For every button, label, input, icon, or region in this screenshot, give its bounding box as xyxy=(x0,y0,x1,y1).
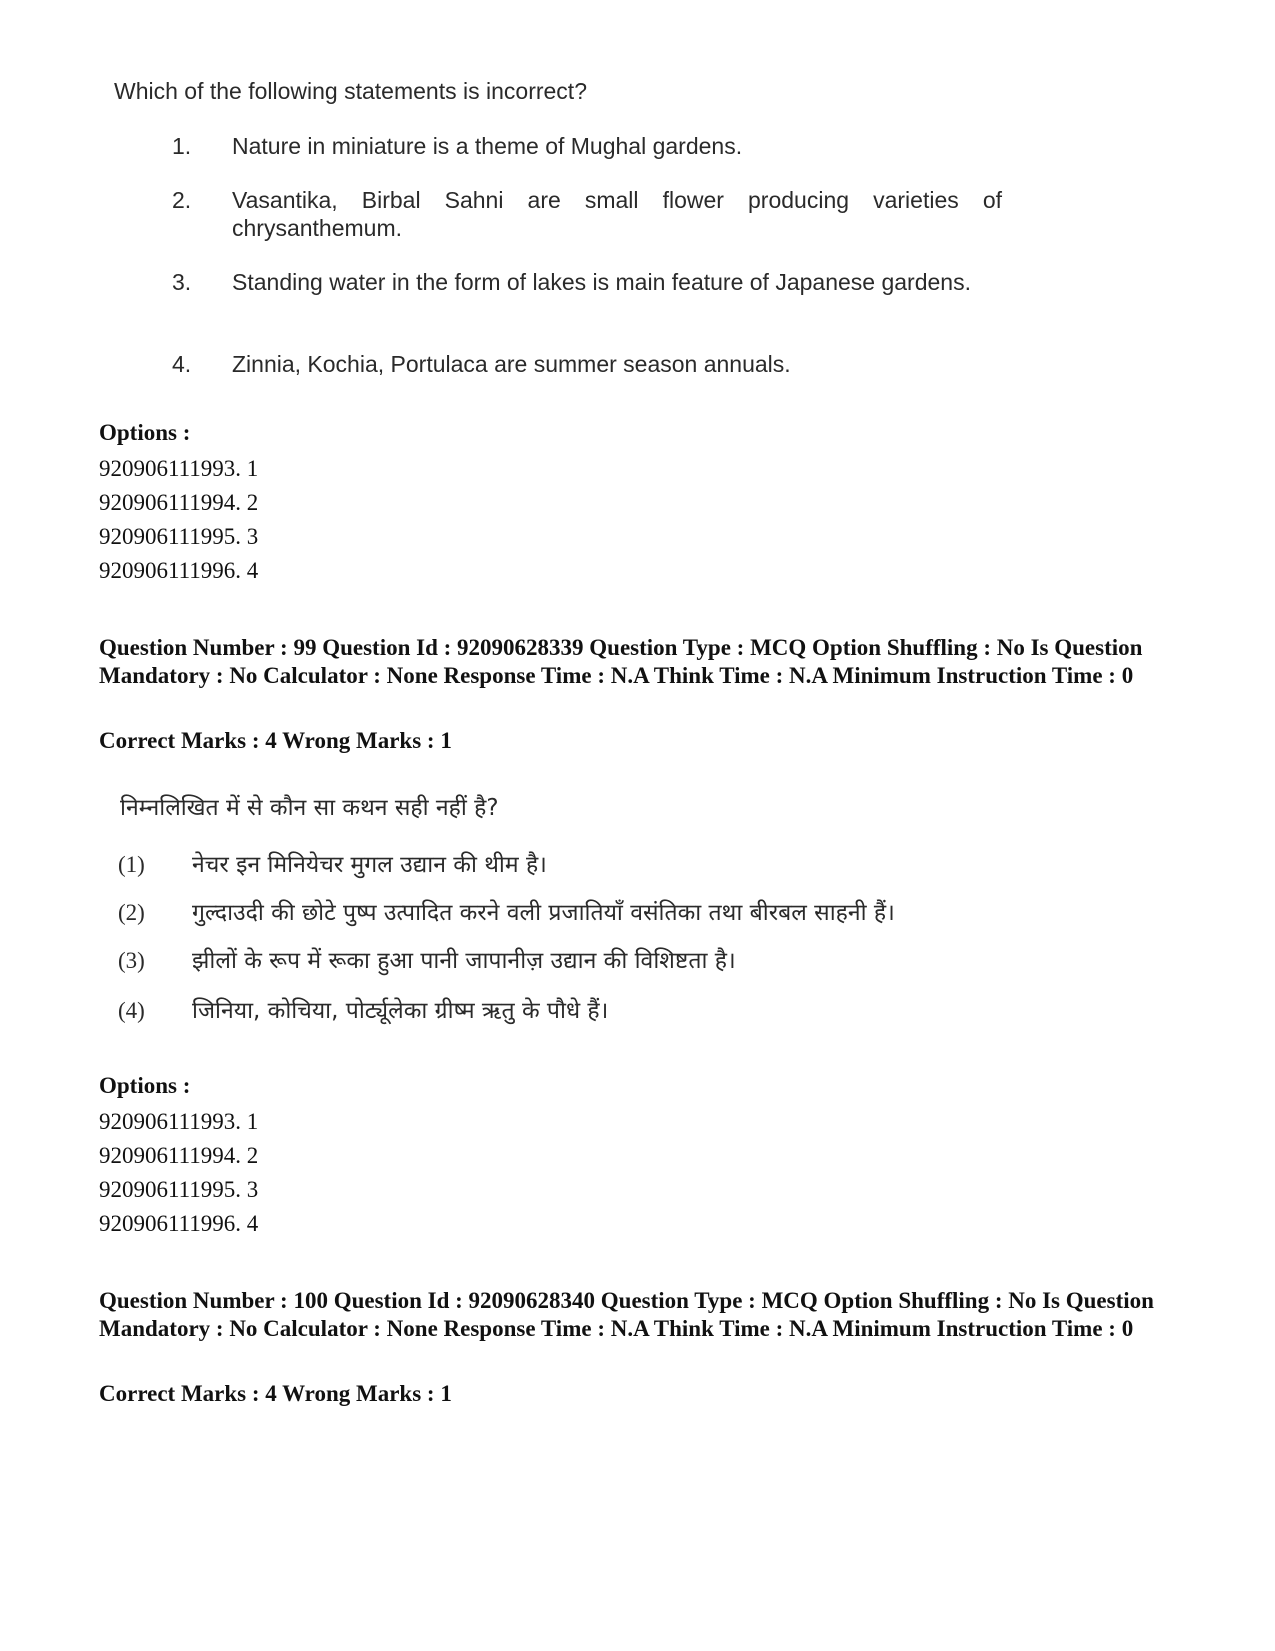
option-item: 920906111994. 2 xyxy=(99,1143,259,1168)
options-heading: Options : xyxy=(99,420,191,445)
question-marks: Correct Marks : 4 Wrong Marks : 1 xyxy=(99,1381,452,1406)
item-number: 4. xyxy=(172,351,192,377)
item-text: झीलों के रूप में रूका हुआ पानी जापानीज़ उद्यान की विशिष्टता है। xyxy=(192,948,736,974)
item-number: (3) xyxy=(118,948,145,973)
item-number: (2) xyxy=(118,900,145,925)
item-text: Zinnia, Kochia, Portulaca are summer season annuals. xyxy=(232,351,791,377)
option-item: 920906111993. 1 xyxy=(99,456,259,481)
option-item: 920906111995. 3 xyxy=(99,524,259,549)
options-list xyxy=(99,452,258,588)
item-text: Standing water in the form of lakes is main feature of Japanese gardens. xyxy=(232,269,971,295)
item-text: गुल्दाउदी की छोटे पुष्प उत्पादित करने वली प्रजातियाँ वसंतिका तथा बीरबल साहनी हैं। xyxy=(192,900,895,926)
option-item: 920906111994. 2 xyxy=(99,490,259,515)
item-number: 3. xyxy=(172,269,192,295)
item-text: Nature in miniature is a theme of Mughal gardens. xyxy=(232,133,743,159)
option-item: 920906111996. 4 xyxy=(99,558,259,583)
item-number: 1. xyxy=(172,133,192,159)
item-text: जिनिया, कोचिया, पोर्ट्यूलेका ग्रीष्म ऋतु के पौधे हैं। xyxy=(192,998,609,1024)
question-en-stem: Which of the following statements is incorrect? xyxy=(114,78,587,104)
options-list xyxy=(99,1105,258,1241)
item-number: (1) xyxy=(118,852,145,877)
item-text: नेचर इन मिनियेचर मुगल उद्यान की थीम है। xyxy=(192,852,547,878)
question-hi-stem: निम्नलिखित में से कौन सा कथन सही नहीं है? xyxy=(120,795,499,821)
question-marks: Correct Marks : 4 Wrong Marks : 1 xyxy=(99,728,452,753)
option-item: 920906111995. 3 xyxy=(99,1177,259,1202)
option-item: 920906111996. 4 xyxy=(99,1211,259,1236)
options-heading: Options : xyxy=(99,1073,191,1098)
item-number: (4) xyxy=(118,998,145,1023)
question-meta: Question Number : 100 Question Id : 92090628340 Question Type : MCQ Option Shuffling : No Is Question Mandatory : No Calculator : None Response Time : N.A Think Time : N.A Minimum Instruction Time : 0 xyxy=(99,1288,1154,1341)
item-number: 2. xyxy=(172,187,192,213)
question-meta: Question Number : 99 Question Id : 92090628339 Question Type : MCQ Option Shuffling : No Is Question Mandatory : No Calculator : None Response Time : N.A Think Time : N.A Minimum Instruction Time : 0 xyxy=(99,635,1143,688)
option-item: 920906111993. 1 xyxy=(99,1109,259,1134)
item-text: Vasantika, Birbal Sahni are small flower producing varieties of chrysanthemum. xyxy=(232,187,1002,241)
